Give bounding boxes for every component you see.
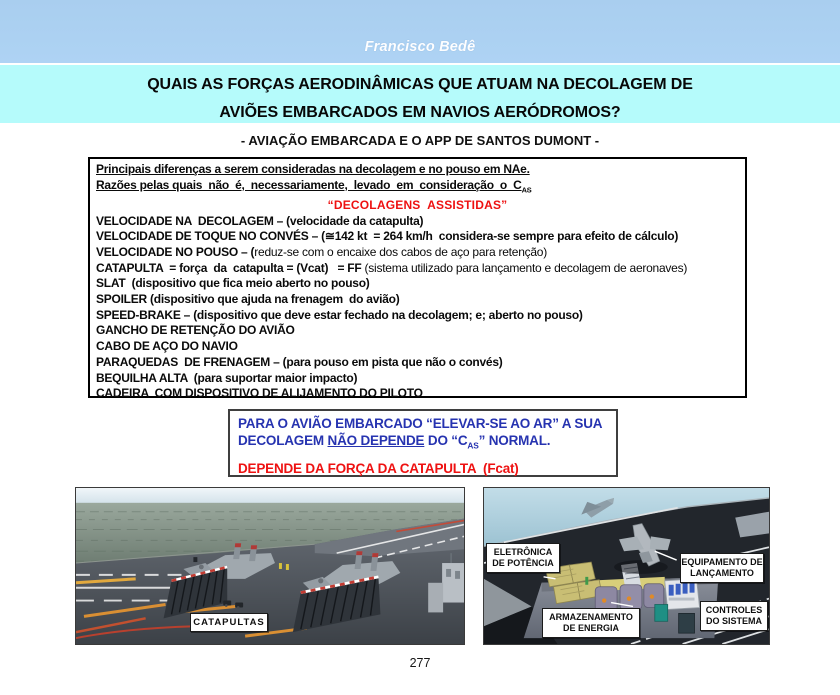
main-box-line: SPEED-BRAKE – (dispositivo que deve estar fechado na decolagem; e; aberto no pouso) xyxy=(96,307,583,322)
energy-storage-label: ARMAZENAMENTO DE ENERGIA xyxy=(542,608,640,638)
callout-red-text: DEPENDE DA FORÇA DA CATAPULTA (Fcat) xyxy=(238,460,519,476)
callout-blue-text xyxy=(238,415,608,455)
crew-figure xyxy=(585,577,588,585)
main-box-line: VELOCIDADE NA DECOLAGEM – (velocidade da catapulta) xyxy=(96,213,424,228)
callout-blue-line: PARA O AVIÃO EMBARCADO “ELEVAR-SE AO AR” A SUA xyxy=(238,416,603,431)
main-box-line: Razões pelas quais não é, necessariamente, levado em consideração o $C_{AS}$ xyxy=(96,177,532,195)
catapultas-label: CATAPULTAS xyxy=(190,613,268,632)
main-box-line: VELOCIDADE DE TOQUE NO CONVÉS – (≅142 kt = 264 km/h considera-se sempre para efeito de cálculo) xyxy=(96,229,679,244)
callout-box xyxy=(228,409,618,477)
carrier-deck-photo xyxy=(75,487,465,645)
main-text-box xyxy=(88,157,747,401)
main-box-line: PARAQUEDAS DE FRENAGEM – (para pouso em pista que não o convés) xyxy=(96,354,503,369)
power-electronics-label: ELETRÔNICA DE POTÊNCIA xyxy=(486,543,560,573)
title-band xyxy=(0,65,840,123)
main-box-line: SLAT (dispositivo que fica meio aberto no pouso) xyxy=(96,276,370,291)
carrier-deck-illustration xyxy=(76,488,464,644)
subtitle: - AVIAÇÃO EMBARCADA E O APP DE SANTOS DUMONT - xyxy=(240,133,600,148)
main-box-line: SPOILER (dispositivo que ajuda na frenagem do avião) xyxy=(96,292,400,307)
emals-diagram xyxy=(483,487,770,645)
page-title-line1: QUAIS AS FORÇAS AERODINÂMICAS QUE ATUAM NA DECOLAGEM DE xyxy=(147,76,693,93)
system-controls-label: CONTROLES DO SISTEMA xyxy=(700,601,768,631)
author-name: Francisco Bedê xyxy=(364,39,476,55)
header-bar xyxy=(0,0,840,63)
launch-equipment-label: EQUIPAMENTO DE LANÇAMENTO xyxy=(680,553,764,583)
page-number: 277 xyxy=(409,656,431,670)
dark-cabinet xyxy=(679,613,695,633)
callout-blue-line: DECOLAGEM NÃO DEPENDE DO “$C_{AS}$” NORMAL. xyxy=(238,433,551,451)
main-box-line: “DECOLAGENS ASSISTIDAS” xyxy=(327,197,508,212)
teal-unit xyxy=(655,605,668,622)
page-title-line2: AVIÕES EMBARCADOS EM NAVIOS AERÓDROMOS? xyxy=(219,104,621,121)
main-box-line: GANCHO DE RETENÇÃO DO AVIÃO xyxy=(96,323,295,338)
main-box-line: CADEIRA COM DISPOSITIVO DE ALIJAMENTO DO PILOTO xyxy=(96,386,423,401)
main-box-line: VELOCIDADE NO POUSO – (reduz-se com o encaixe dos cabos de aço para retenção) xyxy=(96,244,547,259)
main-box-line: CATAPULTA = força da catapulta = (Vcat) = FF (sistema utilizado para lançamento e decolagem de aeronaves) xyxy=(96,260,688,275)
main-box-line: CABO DE AÇO DO NAVIO xyxy=(96,339,238,354)
main-box-line: Principais diferenças a serem consideradas na decolagem e no pouso em NAe. xyxy=(96,162,530,176)
control-cabinets xyxy=(665,579,700,610)
main-box-line: BEQUILHA ALTA (para suportar maior impacto) xyxy=(96,370,358,385)
